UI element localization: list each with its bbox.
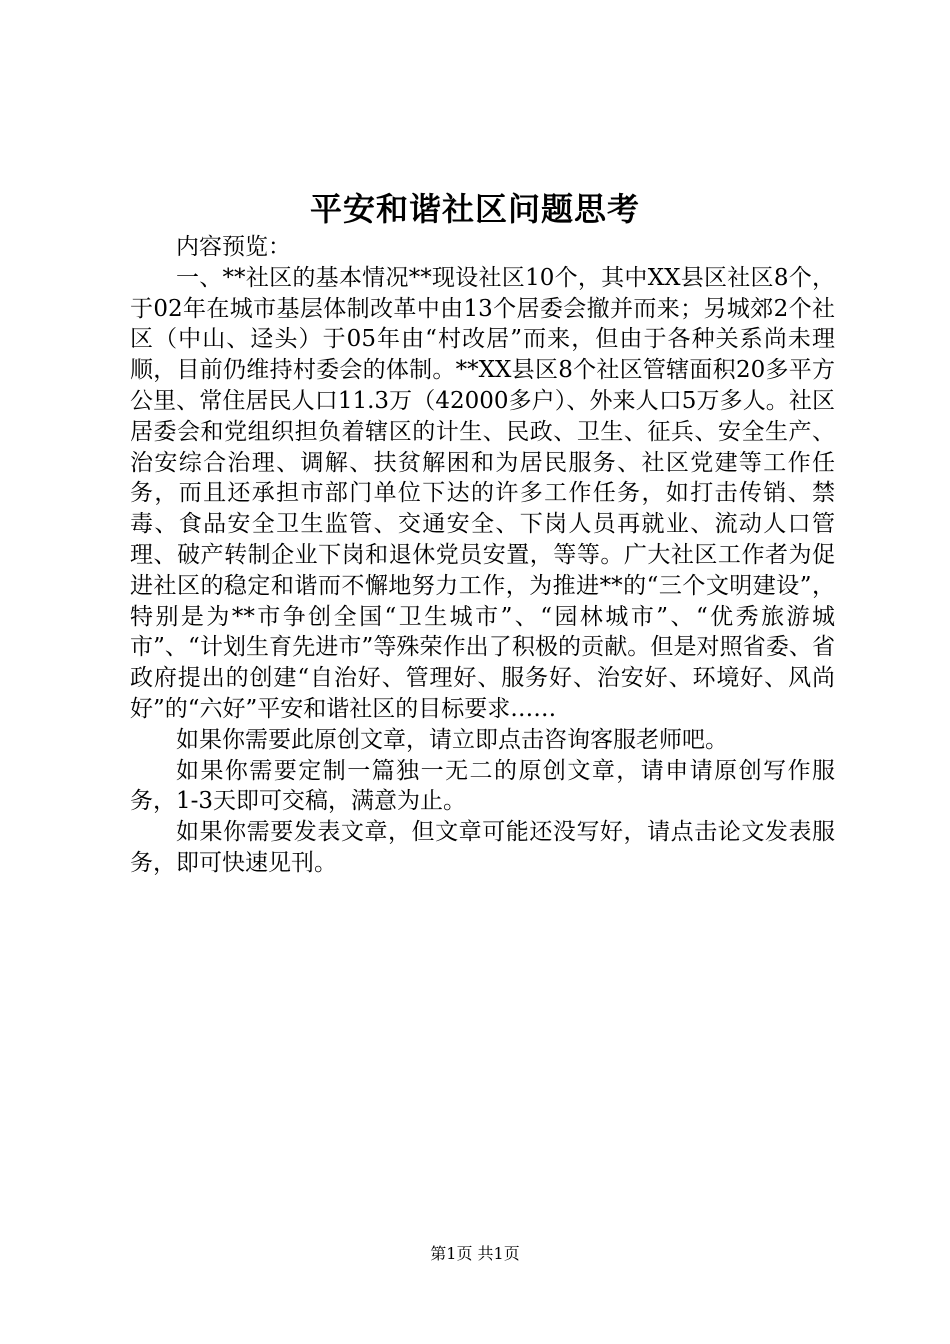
paragraph-community-overview: 一、**社区的基本情况**现设社区10个，其中XX县区社区8个，于02年在城市基层体制改革中由13个居委会撤并而来；另城郊2个社区（中山、迳头）于05年由“村改居”而来，但由于各种关系尚未理顺，目前仍维持村委会的体制。**XX县区8个社区管辖面积20多平方公里、常住居民人口11.3万（42000多户）、外来人口5万多人。社区居委会和党组织担负着辖区的计生、民政、卫生、征兵、安全生产、治安综合治理、调解、扶贫解困和为居民服务、社区党建等工作任务，而且还承担市部门单位下达的许多工作任务，如打击传销、禁毒、食品安全卫生监管、交通安全、下岗人员再就业、流动人口管理、破产转制企业下岗和退休党员安置，等等。广大社区工作者为促进社区的稳定和谐而不懈地努力工作，为推进**的“三个文明建设”，特别是为**市争创全国“卫生城市”、“园林城市”、“优秀旅游城市”、“计划生育先进市”等殊荣作出了积极的贡献。但是对照省委、省政府提出的创建“自治好、管理好、服务好、治安好、环境好、风尚好”的“六好”平安和谐社区的目标要求…… [130,264,835,722]
paragraph-publish-service: 如果你需要发表文章，但文章可能还没写好，请点击论文发表服务，即可快速见刊。 [130,819,835,876]
preview-label: 内容预览： [176,234,291,260]
document-body [130,232,835,879]
page-number-footer: 第1页 共1页 [430,1244,520,1263]
paragraph-custom-writing: 如果你需要定制一篇独一无二的原创文章，请申请原创写作服务，1-3天即可交稿，满意为止。 [130,757,835,815]
paragraph-consult-service: 如果你需要此原创文章，请立即点击咨询客服老师吧。 [176,726,728,753]
document-title: 平安和谐社区问题思考 [309,190,640,228]
